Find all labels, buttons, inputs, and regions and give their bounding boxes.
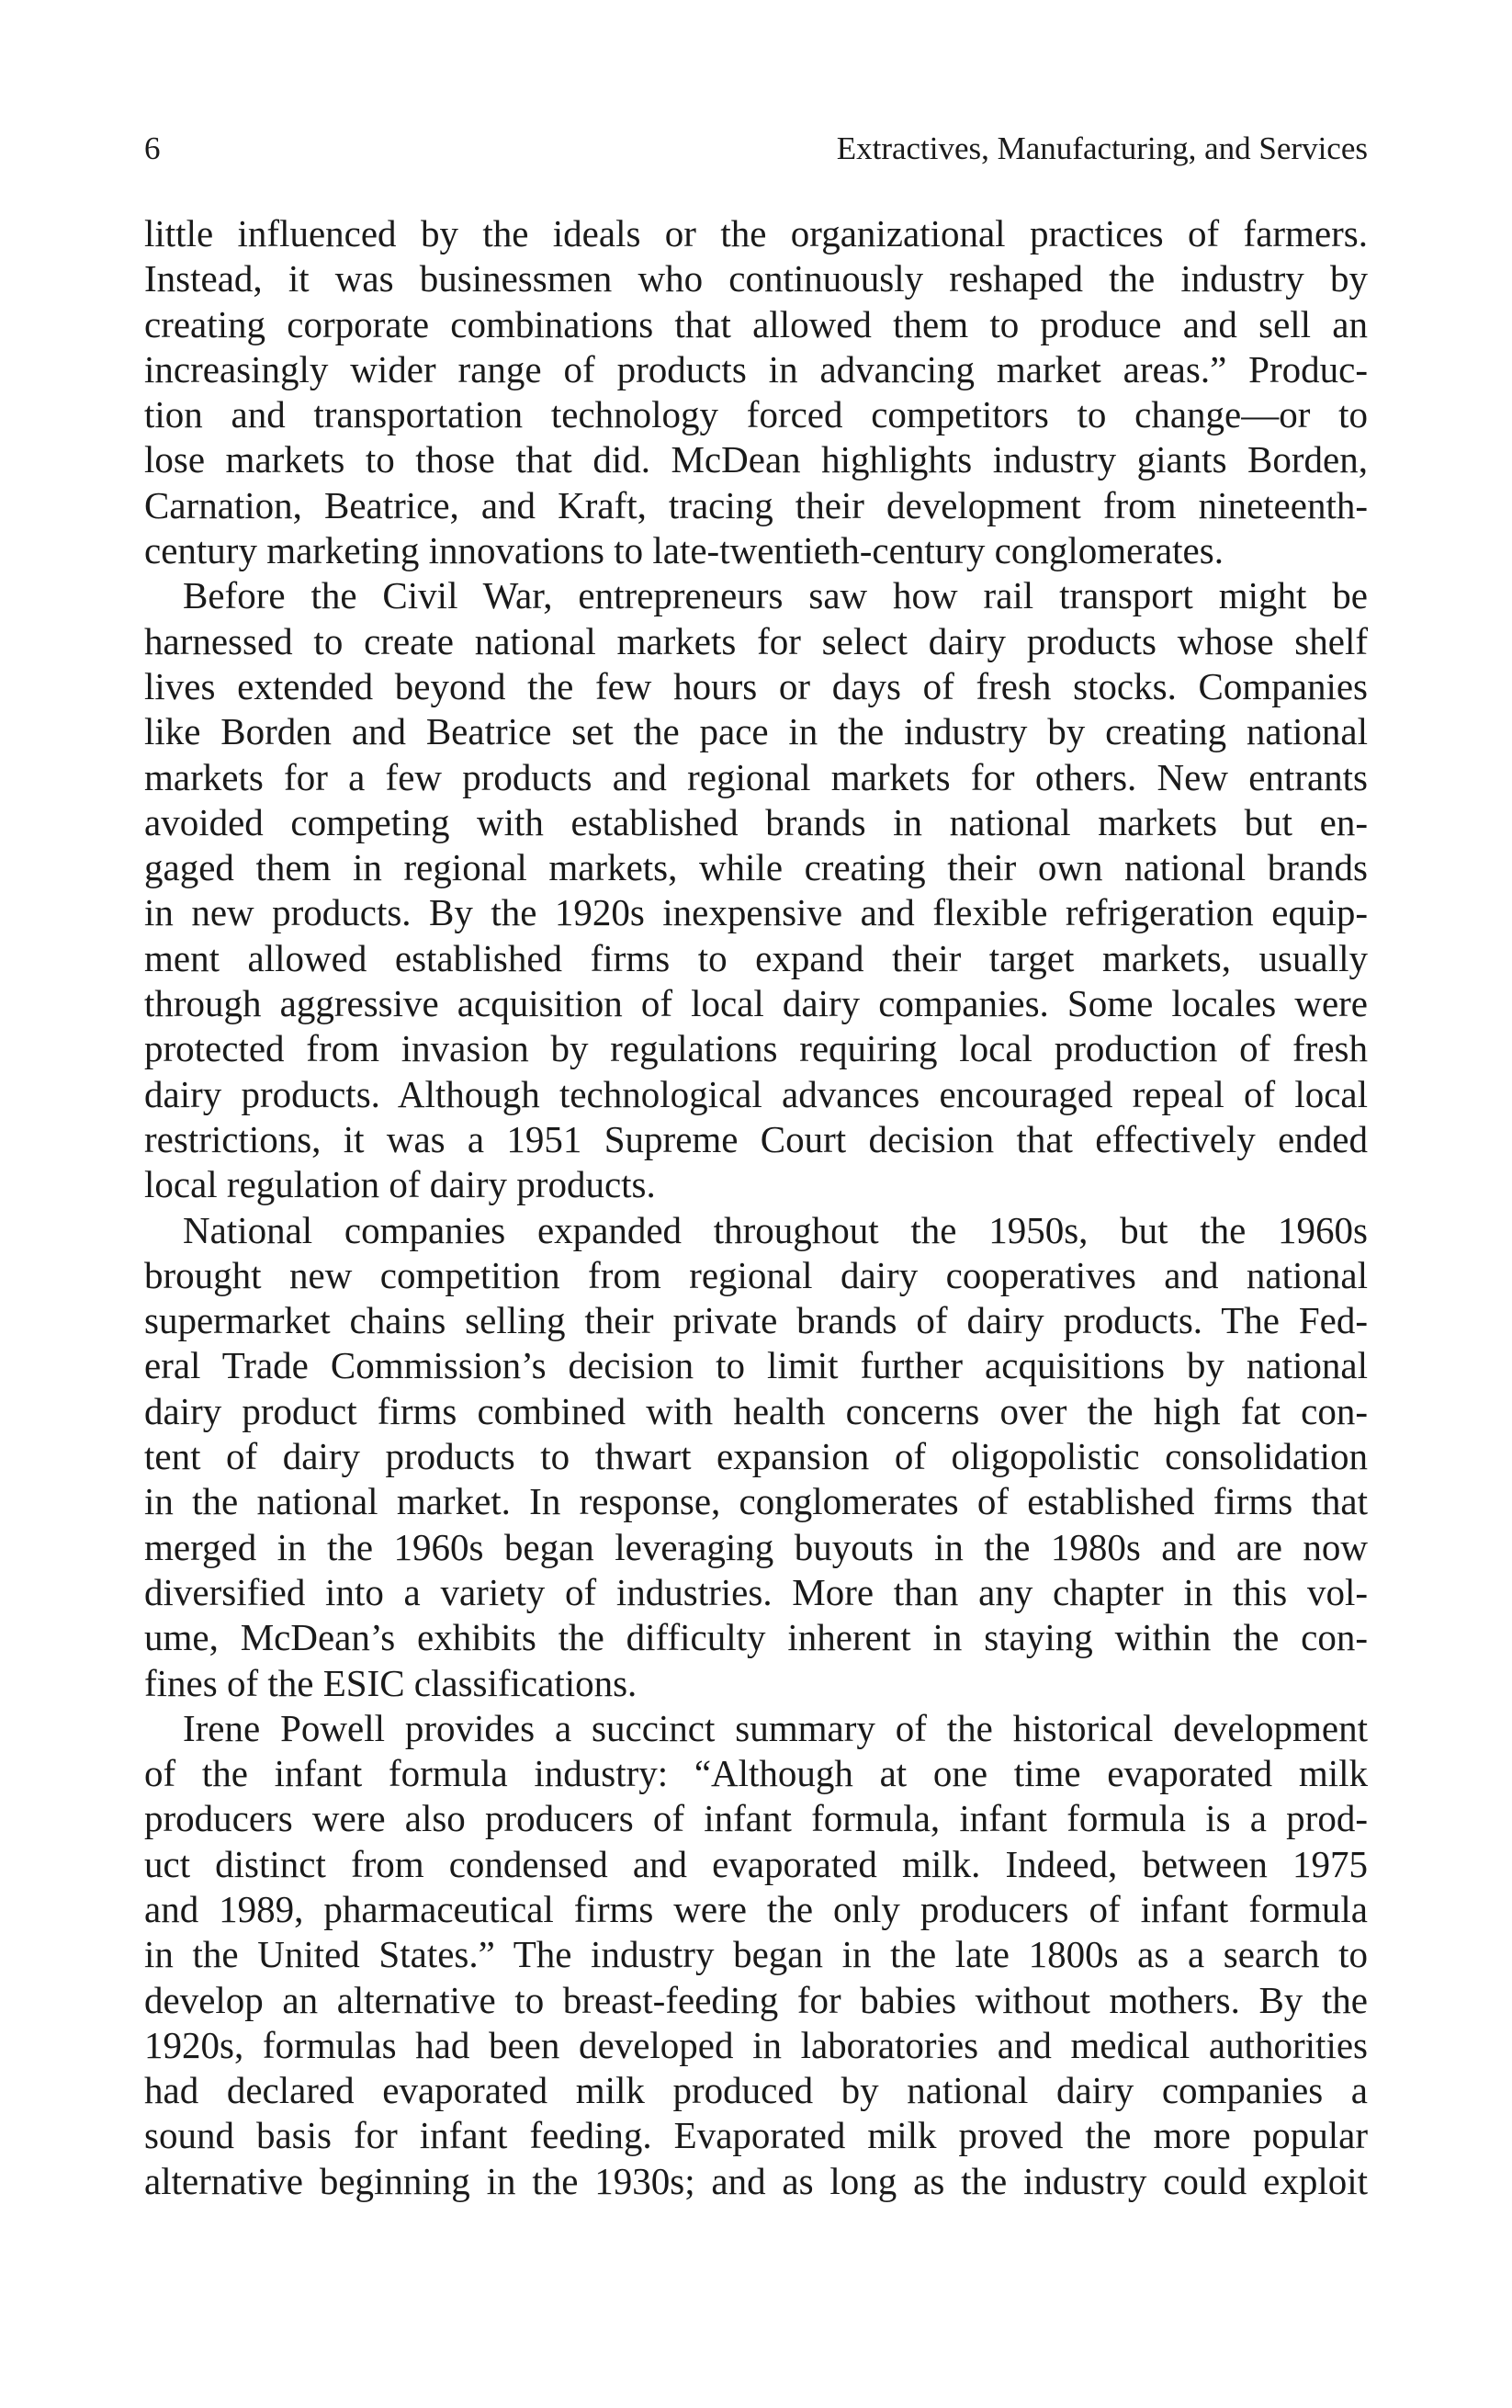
text-line: fines of the ESIC classifications. <box>144 1661 638 1704</box>
text-line: restrictions, it was a 1951 Supreme Court decision that effectively ended <box>144 1117 1368 1160</box>
text-line: of the infant formula industry: “Although at one time evaporated milk <box>144 1752 1368 1795</box>
text-line: sound basis for infant feeding. Evaporated milk proved the more popular <box>144 2114 1368 2157</box>
text-line: avoided competing with established brands in national markets but en- <box>144 800 1368 843</box>
text-line: tent of dairy products to thwart expansion of oligopolistic consolidation <box>144 1435 1368 1478</box>
text-line: diversified into a variety of industries. More than any chapter in this vol- <box>144 1570 1368 1613</box>
text-line: ume, McDean’s exhibits the difficulty inherent in staying within the con- <box>144 1616 1368 1659</box>
text-line: Before the Civil War, entrepreneurs saw how rail transport might be <box>183 574 1368 617</box>
text-line: ment allowed established firms to expand their target markets, usually <box>144 936 1368 979</box>
text-line: gaged them in regional markets, while creating their own national brands <box>144 846 1368 889</box>
text-line: Irene Powell provides a succinct summary of the historical development <box>183 1706 1368 1749</box>
book-page <box>144 127 1368 2204</box>
text-line: tion and transportation technology forced competitors to change—or to <box>144 393 1368 436</box>
text-line: 1920s, formulas had been developed in laboratories and medical authorities <box>144 2023 1368 2066</box>
running-title: Extractives, Manufacturing, and Services <box>836 130 1368 166</box>
text-line: National companies expanded throughout the 1950s, but the 1960s <box>183 1208 1368 1251</box>
text-line: creating corporate combinations that allowed them to produce and sell an <box>144 302 1368 345</box>
text-line: and 1989, pharmaceutical firms were the only producers of infant formula <box>144 1887 1368 1930</box>
text-line: protected from invasion by regulations requiring local production of fresh <box>144 1027 1368 1070</box>
text-line: Instead, it was businessmen who continuously reshaped the industry by <box>144 257 1368 300</box>
text-line: uct distinct from condensed and evaporated milk. Indeed, between 1975 <box>144 1842 1368 1885</box>
text-line: in the United States.” The industry began in the late 1800s as a search to <box>144 1933 1368 1976</box>
text-line: brought new competition from regional dairy cooperatives and national <box>144 1253 1368 1296</box>
text-line: in the national market. In response, conglomerates of established firms that <box>144 1480 1368 1523</box>
running-head <box>144 127 1368 171</box>
paragraph <box>144 1706 1368 2204</box>
text-line: lose markets to those that did. McDean highlights industry giants Borden, <box>144 438 1368 481</box>
text-line: harnessed to create national markets for select dairy products whose shelf <box>144 619 1368 662</box>
text-line: dairy product firms combined with health concerns over the high fat con- <box>144 1389 1368 1432</box>
text-line: merged in the 1960s began leveraging buyouts in the 1980s and are now <box>144 1525 1368 1568</box>
text-line: had declared evaporated milk produced by national dairy companies a <box>144 2069 1368 2112</box>
text-line: develop an alternative to breast-feeding for babies without mothers. By the <box>144 1978 1368 2021</box>
text-line: through aggressive acquisition of local dairy companies. Some locales were <box>144 982 1368 1025</box>
text-line: in new products. By the 1920s inexpensive and flexible refrigeration equip- <box>144 891 1368 934</box>
text-line: increasingly wider range of products in advancing market areas.” Produc- <box>144 347 1368 390</box>
text-line: eral Trade Commission’s decision to limit further acquisitions by national <box>144 1344 1368 1387</box>
text-line: supermarket chains selling their private brands of dairy products. The Fed- <box>144 1299 1368 1342</box>
body-text <box>144 211 1368 2204</box>
page-number: 6 <box>144 130 161 166</box>
text-line: local regulation of dairy products. <box>144 1163 656 1206</box>
paragraph <box>144 211 1368 573</box>
text-line: like Borden and Beatrice set the pace in the industry by creating national <box>144 710 1368 753</box>
text-line: dairy products. Although technological advances encouraged repeal of local <box>144 1072 1368 1115</box>
text-line: markets for a few products and regional markets for others. New entrants <box>144 755 1368 798</box>
text-line: Carnation, Beatrice, and Kraft, tracing their development from nineteenth- <box>144 483 1368 526</box>
paragraph <box>144 573 1368 1207</box>
text-line: producers were also producers of infant formula, infant formula is a prod- <box>144 1797 1368 1840</box>
text-line: alternative beginning in the 1930s; and as long as the industry could exploit <box>144 2159 1368 2202</box>
text-line: century marketing innovations to late-twentieth-century conglomerates. <box>144 529 1224 572</box>
paragraph <box>144 1208 1368 1706</box>
text-line: lives extended beyond the few hours or days of fresh stocks. Companies <box>144 664 1368 707</box>
text-line: little influenced by the ideals or the organizational practices of farmers. <box>144 212 1368 254</box>
